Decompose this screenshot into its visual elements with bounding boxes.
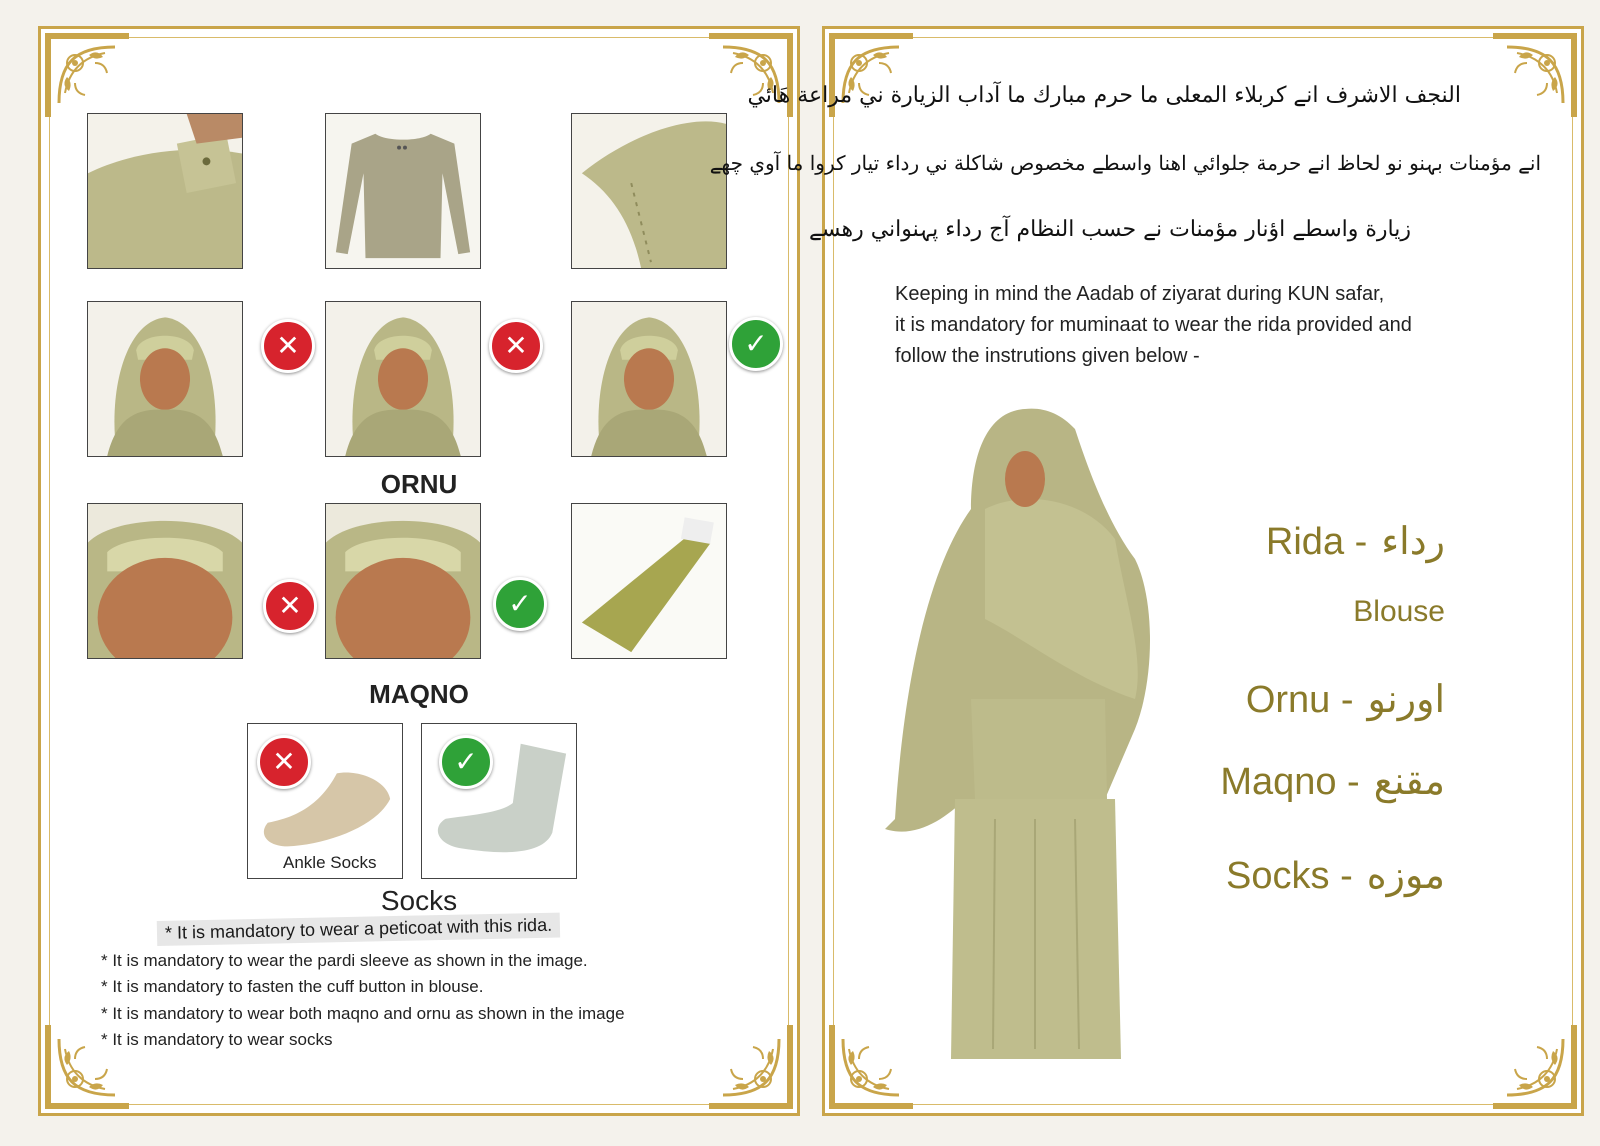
photo-blouse (325, 113, 481, 269)
urdu-line-2: انے مؤمنات بہنو نو لحاظ انے حرمة جلوائي اهنا واسطے مخصوص شاكلة ني رداء تيار كروا ما آوي چھے (709, 151, 1541, 175)
corner-ornament-icon (709, 1025, 793, 1109)
corner-ornament-icon (1493, 33, 1577, 117)
rule-item: * It is mandatory to fasten the cuff button in blouse. (101, 977, 484, 996)
correct-badge-icon: ✓ (439, 735, 493, 789)
rida-figure (875, 399, 1175, 1079)
photo-ornu-wrong-2 (325, 301, 481, 457)
maqno-label: MAQNO (369, 679, 469, 709)
legend-blouse-en: Blouse (1353, 595, 1445, 628)
corner-ornament-icon (45, 33, 129, 117)
legend-socks-en: Socks - (1226, 855, 1353, 897)
photo-pardi-sleeve (571, 113, 727, 269)
legend-socks (1226, 853, 1445, 898)
legend-socks-ar: موزه (1366, 853, 1445, 897)
rule-item: * It is mandatory to wear the pardi sleeve as shown in the image. (101, 951, 588, 970)
legend-maqno (1220, 759, 1445, 804)
legend-maqno-en: Maqno - (1220, 761, 1360, 803)
urdu-line-1: النجف الاشرف انے كربلاء المعلى ما حرم مبارك ما آداب الزيارة ني مراعة هَائي (747, 83, 1461, 108)
rule-item: * It is mandatory to wear socks (101, 1030, 333, 1049)
intro-text (895, 279, 1535, 372)
socks-label: Socks (380, 885, 458, 916)
wrong-badge-icon: ✕ (263, 579, 317, 633)
urdu-line-3: زيارة واسطے اؤنار مؤمنات نے حسب النظام آج رداء پہنواني رهسے (808, 217, 1411, 242)
wrong-badge-icon: ✕ (261, 319, 315, 373)
intro-line: Keeping in mind the Aadab of ziyarat during KUN safar, (895, 283, 1385, 305)
correct-badge-icon: ✓ (493, 577, 547, 631)
photo-maqno-wrong (87, 503, 243, 659)
legend-rida-en: Rida - (1265, 521, 1368, 563)
photo-ornu-correct (571, 301, 727, 457)
ornu-label: ORNU (380, 469, 458, 499)
intro-line: follow the instrutions given below - (895, 345, 1200, 367)
left-page (38, 26, 800, 1116)
wrong-badge-icon: ✕ (257, 735, 311, 789)
right-page (709, 26, 1584, 1116)
legend-ornu-en: Ornu - (1245, 679, 1354, 721)
peticoat-note: * It is mandatory to wear a peticoat with this rida. (157, 913, 561, 946)
legend-blouse (1353, 595, 1445, 629)
legend-ornu (1246, 677, 1445, 722)
legend-rida (1266, 519, 1445, 564)
photo-maqno-piece (571, 503, 727, 659)
wrong-badge-icon: ✕ (489, 319, 543, 373)
photo-maqno-correct (325, 503, 481, 659)
photo-cuff-button (87, 113, 243, 269)
legend-rida-ar: رداء (1381, 519, 1445, 563)
ankle-socks-caption: Ankle Socks (283, 853, 377, 872)
rule-item: * It is mandatory to wear both maqno and ornu as shown in the image (101, 1004, 625, 1023)
intro-line: it is mandatory for muminaat to wear the rida provided and (895, 314, 1412, 336)
legend-ornu-ar: اورنو (1367, 677, 1445, 721)
legend-maqno-ar: مقنع (1373, 759, 1445, 803)
corner-ornament-icon (1493, 1025, 1577, 1109)
photo-ornu-wrong-1 (87, 301, 243, 457)
correct-badge-icon: ✓ (729, 317, 783, 371)
